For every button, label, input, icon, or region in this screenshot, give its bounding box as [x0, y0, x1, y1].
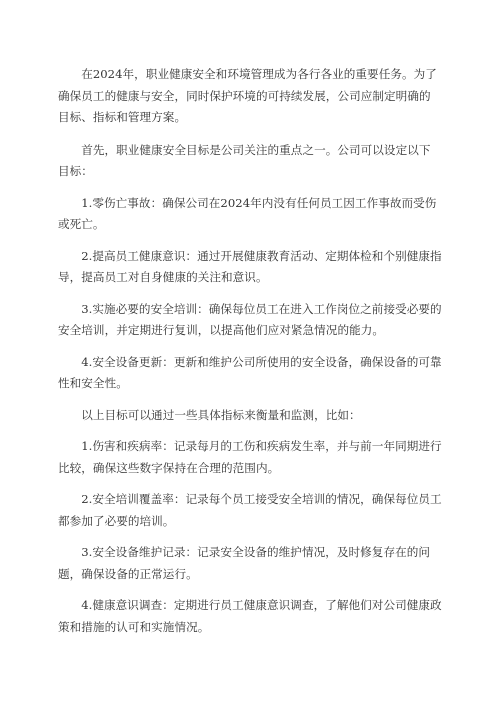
indicator-item-1: 1.伤害和疾病率：记录每月的工伤和疾病发生率，并与前一年同期进行比较，确保这些数字保持在合理的范围内。 [58, 439, 442, 475]
goal-item-3: 3.实施必要的安全培训：确保每位员工在进入工作岗位之前接受必要的安全培训，并定期进行复训，以提高他们应对紧急情况的能力。 [58, 301, 442, 337]
goals-intro-paragraph: 首先，职业健康安全目标是公司关注的重点之一。公司可以设定以下目标： [58, 142, 431, 178]
indicator-item-4: 4.健康意识调查：定期进行员工健康意识调查，了解他们对公司健康政策和措施的认可和实施情况。 [58, 598, 442, 634]
indicator-item-3: 3.安全设备维护记录：记录安全设备的维护情况，及时修复存在的问题，确保设备的正常运行。 [58, 545, 431, 581]
document-body [58, 64, 442, 638]
goal-item-4: 4.安全设备更新：更新和维护公司所使用的安全设备，确保设备的可靠性和安全性。 [58, 354, 442, 390]
indicator-item-2: 2.安全培训覆盖率：记录每个员工接受安全培训的情况，确保每位员工都参加了必要的培训。 [58, 492, 442, 528]
goal-item-2: 2.提高员工健康意识：通过开展健康教育活动、定期体检和个别健康指导，提高员工对自身健康的关注和意识。 [58, 248, 442, 284]
intro-paragraph: 在2024年，职业健康安全和环境管理成为各行各业的重要任务。为了确保员工的健康与安全，同时保护环境的可持续发展，公司应制定明确的目标、指标和管理方案。 [58, 67, 437, 124]
indicators-intro-paragraph: 以上目标可以通过一些具体指标来衡量和监测，比如： [81, 407, 361, 422]
goal-item-1: 1.零伤亡事故：确保公司在2024年内没有任何员工因工作事故而受伤或死亡。 [58, 195, 437, 231]
